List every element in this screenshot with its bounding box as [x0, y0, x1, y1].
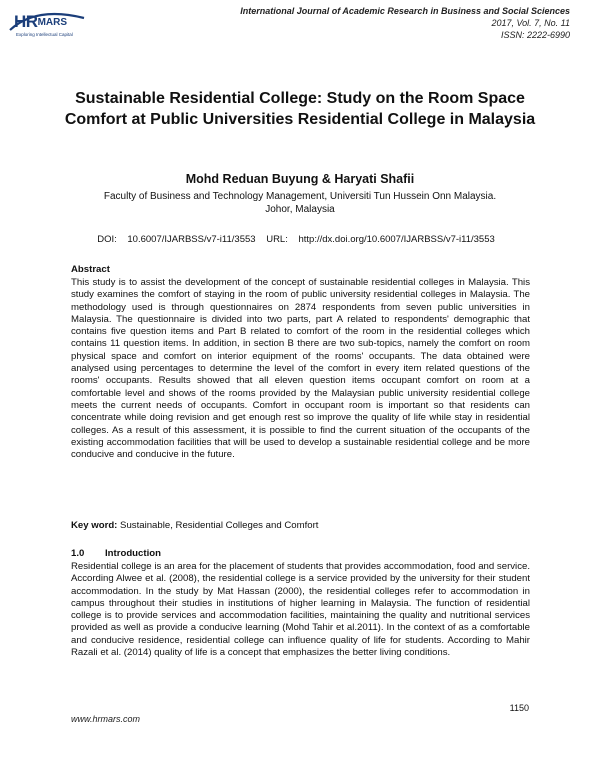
- keywords: [71, 520, 530, 532]
- journal-issn: ISSN: 2222-6990: [500, 30, 570, 40]
- journal-volume: 2017, Vol. 7, No. 11: [491, 18, 570, 28]
- keyword-label: Key word:: [71, 520, 118, 531]
- abstract-body: This study is to assist the development of the concept of sustainable residential colleges in Malaysia. This study examines the comfort of staying in the room of public university residential colleges in Malaysia. The methodology used is through questionnaires on 2874 respondents from seven public universities in Malaysia. The questionnaire is divided into two parts, part A related to respondents' demographic that contains five question items and Part B related to comfort of the room in the residential colleges which contains 11 question items. In addition, in section B there are two sub-topics, namely the comfort on room physical space and comfort on interior equipment of the rooms' occupants. The data obtained were analysed using percentages to determine the level of the comfort in every item related questions of the rooms' occupants. Results showed that all eleven question items occupant comfort on room at a comfortable level and shows of the rooms provided by the Malaysian public university residential college meets the current needs of occupants. Comfort in occupant room is important so that residents can concentrate while doing revision and get enough rest so improve the quality of life while stay in residential colleges. As a result of this assessment, it is possible to find the current situation of the occupants of the existing accommodation facilities that will be used to develop a sustainable residential college and be more conducive and conducive in the future.: [71, 277, 530, 461]
- page-number: 1150: [509, 703, 529, 713]
- logo-mars-text: MARS: [37, 17, 68, 28]
- logo-tagline: Exploring Intellectual Capital: [16, 32, 73, 37]
- affiliation-line-2: Johor, Malaysia: [265, 204, 335, 215]
- page-header: [0, 0, 600, 56]
- paper-authors: Mohd Reduan Buyung & Haryati Shafii: [185, 172, 415, 186]
- footer-website-link[interactable]: www.hrmars.com: [71, 714, 141, 724]
- affiliation: [60, 190, 540, 216]
- url-link[interactable]: http://dx.doi.org/10.6007/IJARBSS/v7-i11/3553: [298, 234, 495, 245]
- journal-name: International Journal of Academic Research in Business and Social Sciences: [240, 6, 570, 16]
- doi-line: [60, 234, 540, 245]
- paper-title: Sustainable Residential College: Study on the Room Space Comfort at Public Universities Residential College in Malaysia: [64, 90, 536, 128]
- url-label: URL:: [266, 234, 288, 245]
- doi-value[interactable]: 10.6007/IJARBSS/v7-i11/3553: [127, 234, 256, 245]
- affiliation-line-1: Faculty of Business and Technology Management, Universiti Tun Hussein Onn Malaysia.: [103, 191, 497, 202]
- journal-info: [240, 5, 570, 41]
- hrmars-logo: [14, 12, 106, 46]
- logo-hr-text: HR: [14, 12, 38, 31]
- doi-label: DOI:: [97, 234, 117, 245]
- section-title: Introduction: [105, 548, 161, 559]
- logo-swoosh-icon: [6, 8, 106, 48]
- section-number: 1.0: [71, 548, 85, 559]
- introduction-heading: [71, 548, 530, 560]
- abstract-heading: Abstract: [71, 264, 110, 275]
- keyword-value: Sustainable, Residential Colleges and Comfort: [117, 520, 319, 531]
- introduction-body: Residential college is an area for the placement of students that provides accommodation, food and service. According Alwee et al. (2008), the residential college is a service provided by the university for their student accommodation. In the study by Mat Hassan (2000), the residential colleges refer to accommodation in campus throughout their studies in institutions of higher learning in Malaysia. The function of residential college is to provide services and accommodation facilities, maintaining the quality and nutritional services provided as well as provide a conducive learning (Mohd Tahir et al.2011). In the context of as a comfortable and conducive residence, residential college can influence quality of life for students. According to Mahir Razali et al. (2014) quality of life is a concept that emphasizes the better living conditions.: [71, 561, 530, 659]
